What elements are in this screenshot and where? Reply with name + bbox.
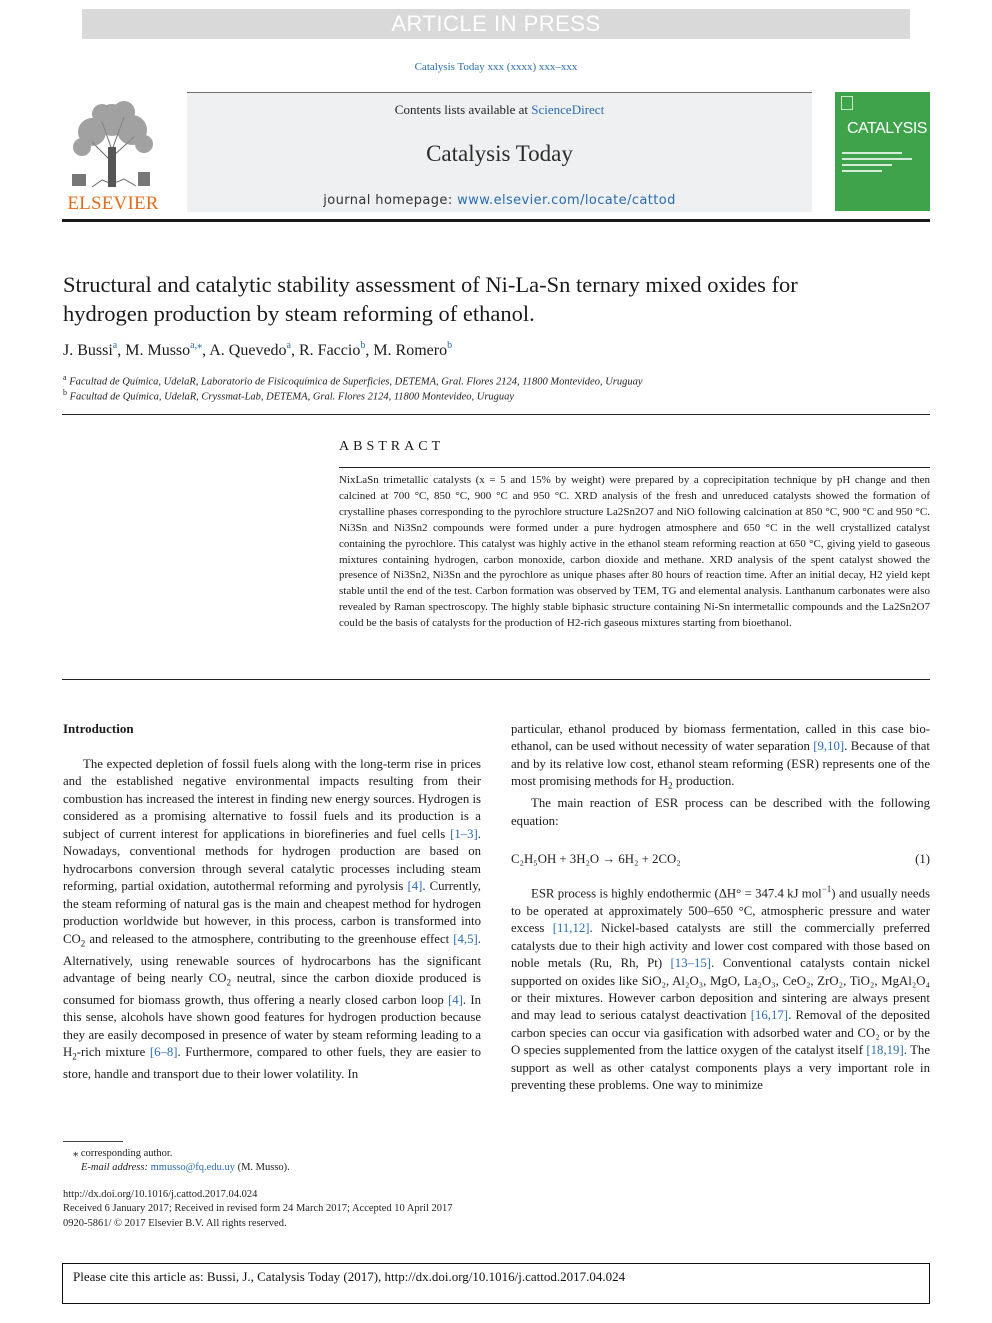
author-name: J. Bussi <box>63 342 113 359</box>
author-affil-link[interactable]: a,⁎ <box>190 340 203 351</box>
abstract-heading: ABSTRACT <box>339 439 445 454</box>
intro-paragraph: The expected depletion of fossil fuels along with the long-term rise in prices and the established negative environmental impacts resulting from their combustion has increased the interest in finding new energy sources. Hydrogen is considered as a promising alternative to fossil fuels and its production is a subject of current interest for applications in biorefineries and fuel cells [1–3]. Nowadays, conventional methods for hydrogen production are based on hydrocarbons conversion through several catalytic processes including steam reforming, partial oxidation, autothermal reforming and pyrolysis [4]. Currently, the steam reforming of natural gas is the main and cheapest method for hydrogen production worldwide but however, in this process, carbon is transformed into $CO_2$ and released to the atmosphere, contributing to the greenhouse effect [4,5]. Alternatively, using renewable sources of hydrocarbons has the significant advantage of being nearly $CO_2$ neutral, since the carbon dioxide produced is consumed for biomass growth, thus offering a nearly closed carbon loop [4]. In this sense, alcohols have shown good features for hydrogen production because they are easily decomposed in presence of water by steam reforming leading to a $H_2$-rich mixture [6–8]. Furthermore, compared to other fuels, they are easier to store, handle and transport due to their lower volatility. In <box>63 757 482 1082</box>
journal-reference[interactable]: Catalysis Today xxx (xxxx) xxx–xxx <box>414 61 578 73</box>
citation-link[interactable]: [4,5] <box>453 931 478 946</box>
intro-paragraph: The main reaction of ESR process can be described with the following equation: <box>511 796 930 828</box>
equation-number: (1) <box>915 852 930 866</box>
author-affil-link[interactable]: a <box>112 340 118 351</box>
author-name: R. Faccio <box>299 342 361 359</box>
author-name: A. Quevedo <box>209 342 287 359</box>
intro-paragraph: ESR process is highly endothermic (ΔH° = 347.4 kJ mol$^{-1}$) and usually needs to be operated at approximately 500–650 °C, atmospheric pressure and water excess [11,12]. Nickel-based catalysts are still the commercially preferred catalysts due to their high activity and lower cost compared with those based on noble metals (Ru, Rh, Pt) [13–15]. Conventional catalysts contain nickel supported on oxides like SiO₂, Al₂O₃, MgO, La₂O₃, CeO₂, ZrO₂, TiO₂, MgAl₂O₄ or their mixtures. However carbon deposition and sintering are always present and may lead to serious catalyst deactivation [16,17]. Removal of the deposited carbon species can occur via gasification with adsorbed water and CO₂ or by the O species supplemented from the lattice oxygen of the catalyst itself [18,19]. The support as well as other catalyst components plays a very important role in preventing these problems. One way to minimize <box>511 884 931 1093</box>
intro-right-column-bottom <box>511 881 930 1095</box>
article-in-press-banner: ARTICLE IN PRESS <box>82 9 910 39</box>
abstract-text: NixLaSn trimetallic catalysts (x = 5 and 15% by weight) were prepared by a coprecipitation technique by pH change and then calcined at 700 °C, 850 °C, 900 °C and 950 °C. XRD analysis of the fresh and unreduced catalysts showed the formation of crystalline phases corresponding to the pyrochlore structure La2Sn2O7 and NiO following calcination at 850 °C, 900 °C and 950 °C. Ni3Sn and Ni3Sn2 compounds were formed under a pure hydrogen atmosphere and 650 °C in the well crystallized catalyst containing the pyrochlore. This catalyst was highly active in the ethanol steam reforming reaction at 650 °C, giving yield to gaseous mixtures containing hydrogen, carbon monoxide, carbon dioxide and methane. XRD analysis of the spent catalyst showed the presence of Ni3Sn2, Ni3Sn and the pyrochlore as unique phases after 80 hours of reaction time. After an initial decay, H2 yield kept stable until the end of the test. Carbon formation was observed by TEM, TG and elemental analysis. Lanthanum carbonates were also revealed by Raman spectroscopy. The highly stable biphasic structure containing Ni-Sn intermetallic compounds and the La2Sn2O7 could be the basis of catalysts for the production of H2-rich gaseous mixtures starting from bioethanol. <box>339 474 930 630</box>
header-rule <box>62 219 930 222</box>
citation-link[interactable]: [11,12] <box>552 921 590 936</box>
please-cite-box: Please cite this article as: Bussi, J., Catalysis Today (2017), http://dx.doi.org/10.1016/j.cattod.2017.04.024 <box>62 1263 930 1304</box>
email-note: E-mail address: mmusso@fq.edu.uy (M. Musso). <box>81 1162 290 1173</box>
section-heading-introduction: Introduction <box>63 721 134 736</box>
corresponding-author-note: ⁎ corresponding author. <box>73 1148 173 1159</box>
citation-link[interactable]: [4] <box>407 879 423 894</box>
author-list: J. Bussi$^a$, M. Musso$^{a,⁎}$, A. Quevedo$^a$, R. Faccio$^b$, M. Romero$^b$ <box>63 340 453 359</box>
footnote-rule <box>63 1141 123 1142</box>
intro-right-column-top <box>511 721 930 830</box>
author-name: M. Musso <box>125 342 191 359</box>
citation-link[interactable]: [16,17] <box>750 1008 789 1023</box>
author-affil-link[interactable]: a <box>286 340 291 351</box>
article-title: Structural and catalytic stability assessment of Ni-La-Sn ternary mixed oxides for hydrogen production by steam reforming of ethanol. <box>63 272 798 326</box>
author-affil-link[interactable]: b <box>360 340 366 351</box>
citation-link[interactable]: [13–15] <box>670 956 712 971</box>
equation-text: C₂H₅OH + 3H₂O → 6H₂ + 2CO₂ <box>511 852 681 866</box>
author-affil-link[interactable]: b <box>447 340 453 351</box>
contents-line: Contents lists available at ScienceDirect <box>394 102 605 117</box>
citation-link[interactable]: [1–3] <box>450 826 478 841</box>
copyright-line: 0920-5861/ © 2017 Elsevier B.V. All rights reserved. <box>63 1218 287 1229</box>
journal-cover-thumbnail[interactable] <box>835 92 930 211</box>
journal-homepage: journal homepage: www.elsevier.com/locate/cattod <box>323 193 676 208</box>
equation-1 <box>511 852 930 867</box>
email-link[interactable]: mmusso@fq.edu.uy <box>150 1162 235 1173</box>
abstract-rule <box>339 467 930 468</box>
journal-header <box>187 92 812 212</box>
citation-link[interactable]: [4] <box>447 992 463 1007</box>
intro-left-column <box>63 756 481 1084</box>
author-name: M. Romero <box>373 342 448 359</box>
homepage-link[interactable]: www.elsevier.com/locate/cattod <box>457 193 676 208</box>
affiliation-b: $^b$ Facultad de Química, UdelaR, Cryssmat-Lab, DETEMA, Gral. Flores 2124, 11800 Montevideo, Uruguay <box>63 388 515 403</box>
intro-paragraph: particular, ethanol produced by biomass fermentation, called in this case bio-ethanol, can be used without necessity of water separation [9,10]. Because of that and by its relative low cost, ethanol steam reforming (ESR) represents one of the most promising methods for $H_2$ production. <box>511 722 930 791</box>
affiliation-a: $^a$ Facultad de Química, UdelaR, Laboratorio de Fisicoquímica de Superficies, DETEMA, Gral. Flores 2124, 11800 Montevideo, Uruguay <box>63 373 643 388</box>
sciencedirect-link[interactable]: ScienceDirect <box>531 102 605 117</box>
divider <box>62 414 930 415</box>
citation-link[interactable]: [6–8] <box>149 1045 178 1060</box>
divider <box>62 679 930 680</box>
journal-title: Catalysis Today <box>426 141 573 166</box>
received-dates: Received 6 January 2017; Received in revised form 24 March 2017; Accepted 10 April 2017 <box>63 1203 453 1214</box>
cover-emblem-icon <box>841 96 853 110</box>
citation-link[interactable]: [9,10] <box>813 739 845 754</box>
elsevier-wordmark[interactable]: ELSEVIER <box>67 193 159 214</box>
cover-title: CATALYSIS <box>847 120 927 137</box>
doi-link[interactable]: http://dx.doi.org/10.1016/j.cattod.2017.04.024 <box>63 1189 258 1200</box>
citation-link[interactable]: [18,19] <box>866 1043 904 1058</box>
